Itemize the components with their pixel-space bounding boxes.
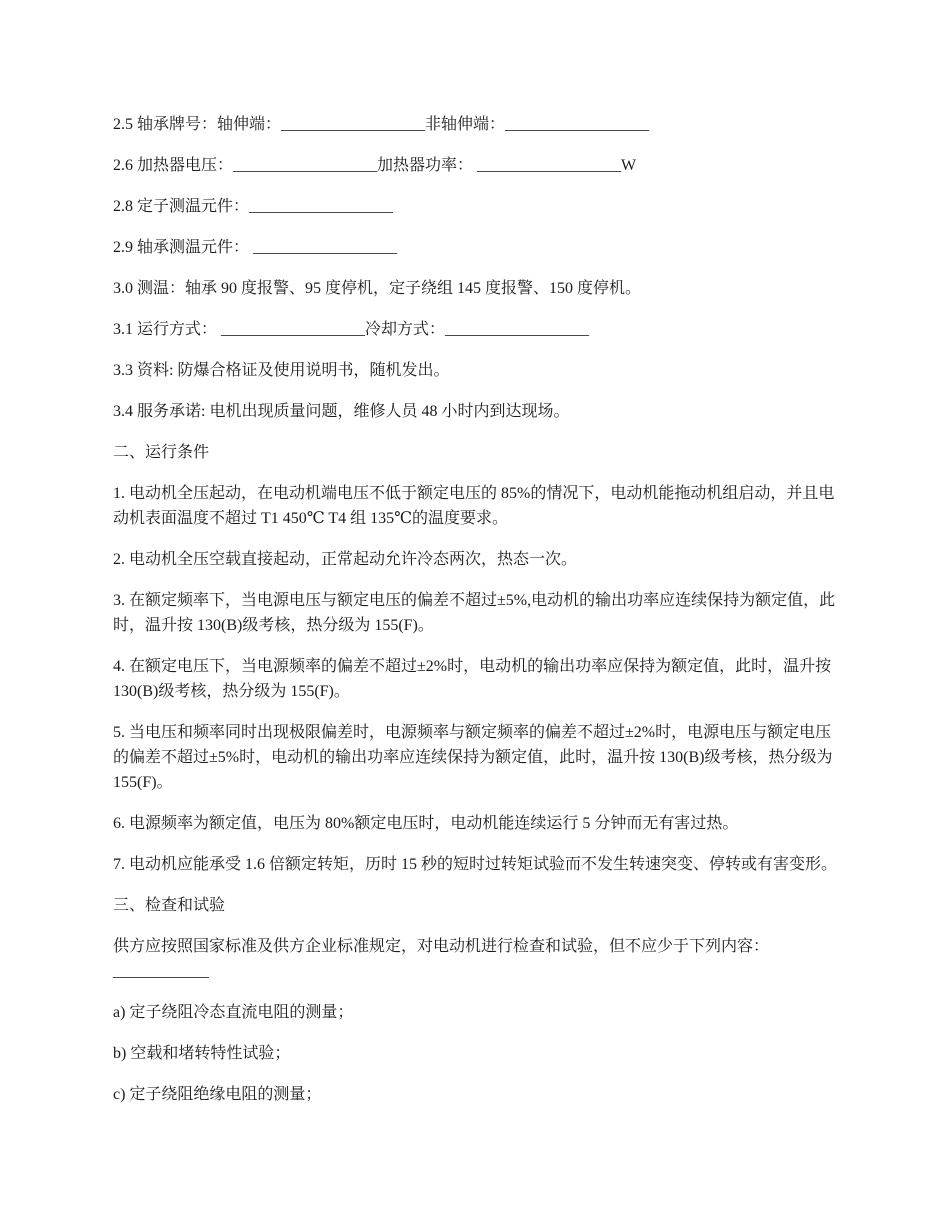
test-item-b: b) 空载和堵转特性试验； — [113, 1045, 291, 1062]
test-item-a: a) 定子绕阻冷态直流电阻的测量； — [113, 1004, 354, 1021]
test-item-c: c) 定子绕阻绝缘电阻的测量； — [113, 1086, 322, 1103]
condition-item-1: 1. 电动机全压起动，在电动机端电压不低于额定电压的 85%的情况下，电动机能拖动机组启动，并且电动机表面温度不超过 T1 450℃ T4 组 135℃的温度要求。 — [113, 485, 835, 527]
condition-item-7: 7. 电动机应能承受 1.6 倍额定转矩，历时 15 秒的短时过转矩试验而不发生转速突变、停转或有害变形。 — [113, 856, 838, 873]
spec-service-commitment: 3.4 服务承诺: 电机出现质量问题，维修人员 48 小时内到达现场。 — [113, 403, 570, 420]
spec-heater: 2.6 加热器电压：__________________加热器功率： __________________W — [113, 157, 637, 174]
condition-item-5: 5. 当电压和频率同时出现极限偏差时，电源频率与额定频率的偏差不超过±2%时，电源电压与额定电压的偏差不超过±5%时，电动机的输出功率应连续保持为额定值，此时，温升按 130(B)级考核，热分级为 155(F)。 — [113, 724, 837, 791]
spec-documents: 3.3 资料: 防爆合格证及使用说明书，随机发出。 — [113, 362, 450, 379]
spec-temperature-alarm: 3.0 测温：轴承 90 度报警、95 度停机，定子绕组 145 度报警、150 度停机。 — [113, 280, 642, 297]
spec-bearing-temp-sensor: 2.9 轴承测温元件： __________________ — [113, 239, 398, 256]
condition-item-6: 6. 电源频率为额定值，电压为 80%额定电压时，电动机能连续运行 5 分钟而无有害过热。 — [113, 815, 739, 832]
spec-operation-cooling: 3.1 运行方式： __________________冷却方式：__________________ — [113, 321, 590, 338]
condition-item-2: 2. 电动机全压空载直接起动，正常起动允许冷态两次，热态一次。 — [113, 551, 578, 568]
document-page — [113, 112, 843, 1123]
inspection-intro: 供方应按照国家标准及供方企业标准规定，对电动机进行检查和试验，但不应少于下列内容：____________ — [113, 938, 770, 980]
condition-item-4: 4. 在额定电压下，当电源频率的偏差不超过±2%时，电动机的输出功率应保持为额定值，此时，温升按 130(B)级考核，热分级为 155(F)。 — [113, 658, 836, 700]
section-heading-operating-conditions: 二、运行条件 — [113, 444, 210, 461]
section-heading-inspection-tests: 三、检查和试验 — [113, 897, 226, 914]
spec-stator-temp-sensor: 2.8 定子测温元件：__________________ — [113, 198, 394, 215]
spec-bearing-model: 2.5 轴承牌号：轴伸端：__________________非轴伸端：__________________ — [113, 116, 650, 133]
condition-item-3: 3. 在额定频率下，当电源电压与额定电压的偏差不超过±5%,电动机的输出功率应连续保持为额定值，此时，温升按 130(B)级考核，热分级为 155(F)。 — [113, 592, 836, 634]
